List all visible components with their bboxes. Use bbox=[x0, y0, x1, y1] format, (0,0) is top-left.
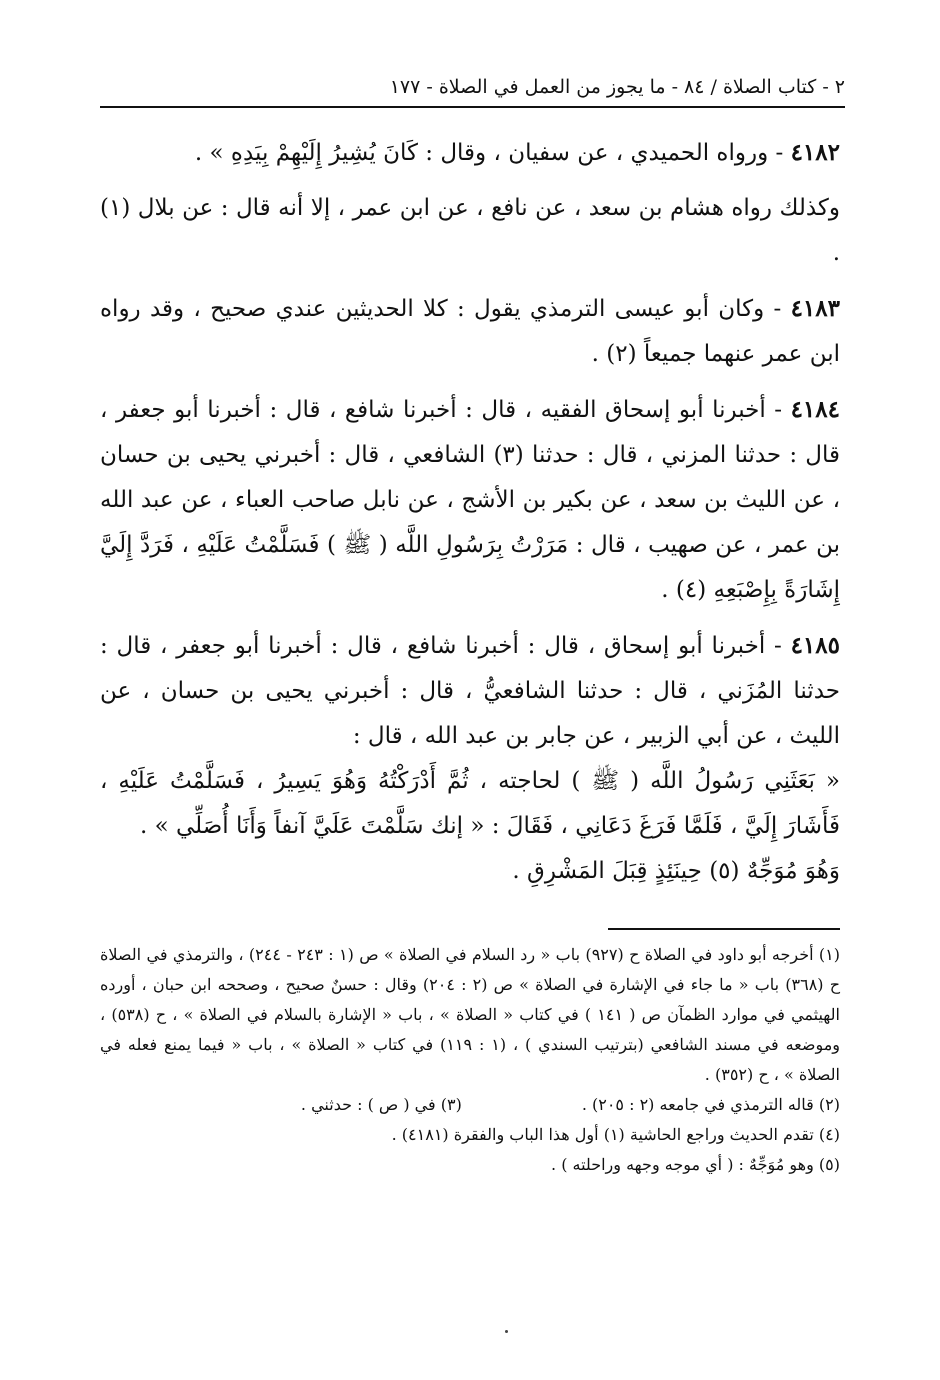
footnote-4: (٤) تقدم الحديث وراجع الحاشية (١) أول هذا الباب والفقرة (٤١٨١) . bbox=[391, 1125, 840, 1144]
paragraph-text: - أخبرنا أبو إسحاق ، قال : أخبرنا شافع ، قال : أخبرنا أبو جعفر ، قال : حدثنا المُزَني ، قال : حدثنا الشافعيُّ ، قال : أخبرني يحيى بن حسان ، عن الليث ، عن أبي الزبير ، عن جابر بن عبد الله ، قال : bbox=[100, 633, 840, 749]
hadith-number: ٤١٨٣ bbox=[790, 295, 840, 322]
paragraph-text: وكذلك رواه هشام بن سعد ، عن نافع ، عن ابن عمر ، إلا أنه قال : عن بلال (١) . bbox=[100, 195, 840, 266]
paragraph-text: - وكان أبو عيسى الترمذي يقول : كلا الحديثين عندي صحيح ، وقد رواه ابن عمر عنهما جميعاً (٢) . bbox=[100, 296, 840, 367]
hadith-number: ٤١٨٤ bbox=[790, 396, 840, 423]
paragraph-text: - أخبرنا أبو إسحاق الفقيه ، قال : أخبرنا شافع ، قال : أخبرنا أبو جعفر ، قال : حدثنا المزني ، قال : حدثنا (٣) الشافعي ، قال : أخبرني يحيى بن حسان ، عن الليث بن سعد ، عن بكير بن الأشج ، عن نابل صاحب العباء ، عن عبد الله بن عمر ، عن صهيب ، قال : مَرَرْتُ بِرَسُولِ اللَّه ( ﷺ ) فَسَلَّمْتُ عَلَيْهِ ، فَرَدَّ إِلَيَّ إِشَارَةً بِإِصْبَعِهِ (٤) . bbox=[100, 397, 840, 603]
footnote-5: (٥) وهو مُوَجِّهٌ : ( أي موجه وجهه وراحلته ) . bbox=[551, 1155, 840, 1174]
footnote-1: (١) أخرجه أبو داود في الصلاة ح (٩٢٧) باب « رد السلام في الصلاة » ص (١ : ٢٤٣ - ٢٤٤) ، والترمذي في الصلاة ح (٣٦٨) باب « ما جاء في الإشارة في الصلاة » ص (٢ : ٢٠٤) وقال : حسنٌ صحيح ، وصححه ابن حبان ، أورده الهيثمي في موارد الظمآن ص ( ١٤١ ) في كتاب « الصلاة » ، باب « الإشارة بالسلام في الصلاة » ، ح (٥٣٨) ، وموضعه في مسند الشافعي (بترتيب السندي ) ، (١ : ١١٩) في كتاب « الصلاة » ، باب « فيما يمنع فعله في الصلاة » ، ح (٣٥٢) . bbox=[100, 945, 841, 1084]
paragraph-hisham bbox=[100, 186, 840, 276]
scan-speck bbox=[505, 1330, 508, 1333]
footnote-3: (٣) في ( ص ) : حدثني . bbox=[300, 1095, 462, 1114]
paragraph-text: « بَعَثَنِي رَسُولُ اللَّه ( ﷺ ) لحاجته ، ثُمَّ أَدْرَكْتُهُ وَهُوَ يَسِيرُ ، فَسَلَّمْتُ عَلَيْهِ ، فَأَشَارَ إِلَيَّ ، فَلَمَّا فَرَغَ دَعَانِي ، فَقَالَ : « إنك سَلَّمْتَ عَلَيَّ آنفاً وَأَنَا أُصَلِّي » . bbox=[100, 768, 840, 839]
hadith-number: ٤١٨٢ bbox=[790, 139, 840, 166]
paragraph-text: وَهُوَ مُوَجِّهٌ (٥) حِينَئِذٍ قِبَلَ المَشْرِقِ . bbox=[512, 858, 840, 884]
paragraph-4183 bbox=[100, 286, 840, 377]
footnote-2: (٢) قاله الترمذي في جامعه (٢ : ٢٠٥) . bbox=[581, 1095, 840, 1114]
paragraph-4182 bbox=[100, 130, 840, 176]
header-text: ٢ - كتاب الصلاة / ٨٤ - ما يجوز من العمل في الصلاة - ١٧٧ bbox=[382, 76, 845, 98]
running-header bbox=[100, 72, 845, 108]
footnotes bbox=[100, 940, 840, 1180]
paragraph-4184 bbox=[100, 387, 840, 613]
hadith-number: ٤١٨٥ bbox=[790, 632, 840, 659]
paragraph-text: - ورواه الحميدي ، عن سفيان ، وقال : كَانَ يُشِيرُ إِلَيْهِمْ بِيَدِهِ » . bbox=[194, 140, 791, 166]
footnote-divider bbox=[608, 928, 840, 930]
paragraph-4185 bbox=[100, 623, 840, 759]
footnote-row bbox=[100, 1090, 840, 1120]
main-text bbox=[100, 130, 840, 894]
paragraph-hadith-text bbox=[100, 759, 840, 849]
paragraph-closing bbox=[100, 849, 840, 894]
